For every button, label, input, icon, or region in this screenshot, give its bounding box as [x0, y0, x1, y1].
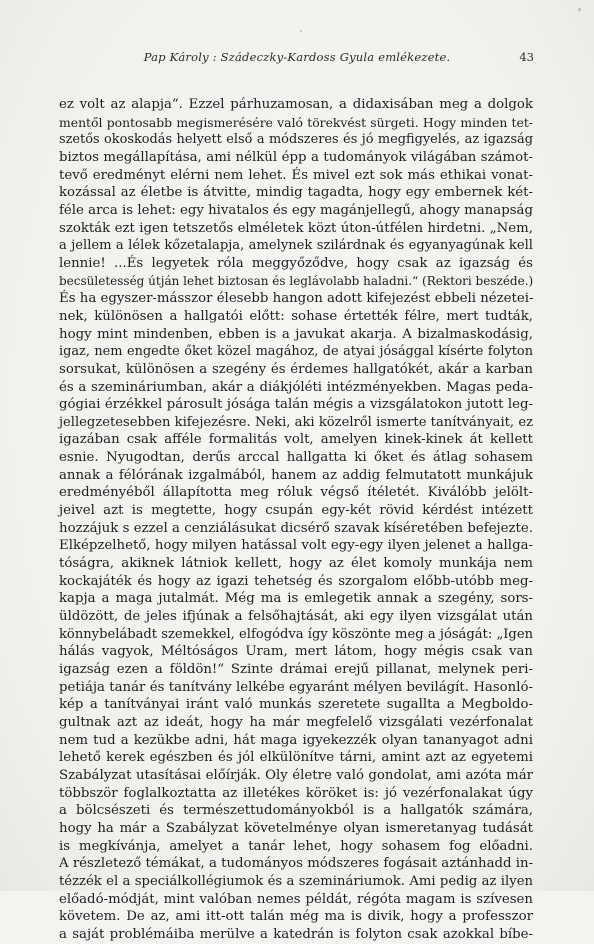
- text-line: Elképzelhető, hogy milyen hatással volt egy-egy ilyen jelenet a hallga-: [59, 538, 533, 554]
- text-line: gógiai érzékkel párosult jósága talán mégis a vizsgálatokon jutott leg-: [59, 397, 533, 413]
- running-header: [60, 50, 534, 68]
- text-line: eredményéből állapította meg róluk végső ítéletét. Kiválóbb jelölt-: [59, 485, 533, 501]
- text-line: a saját problémáiba merülve a katedrán is folyton csak azokkal bíbe-: [59, 926, 533, 942]
- text-line: tevő eredményt elérni nem lehet. És mivel ezt sok más ethikai vonat-: [59, 167, 533, 183]
- text-line: kozással az életbe is átvitte, mindig tagadta, hogy egy embernek két-: [59, 185, 533, 201]
- text-line: mentől pontosabb megismerésére való törekvést sürgeti. Hogy minden tet-: [59, 114, 533, 130]
- running-title: Pap Károly : Szádeczky-Kardoss Gyula emlékezete.: [143, 50, 451, 64]
- text-line: jellegzetesebben kifejezésre. Neki, aki közelről ismerte tanítványait, ez: [59, 414, 533, 430]
- text-line: jeivel azt is megtette, hogy csupán egy-két rövid kérdést intézett: [59, 503, 533, 519]
- text-line: esnie. Nyugodtan, derűs arccal hallgatta ki őket és átlag sohasem: [59, 450, 533, 466]
- text-line: tóságra, akiknek látniok kellett, hogy az élet komoly munkája nem: [59, 556, 533, 572]
- text-line: is megkívánja, amelyet a tanár lehet, hogy sohasem fog előadni.: [59, 838, 533, 854]
- text-line: kép a tanítványai iránt való munkás szeretete sugallta a Megboldo-: [59, 697, 533, 713]
- text-line: üldözött, de jeles ifjúnak a felsőhajtását, aki egy ilyen vizsgálat után: [59, 609, 533, 625]
- text-line: ez volt az alapja“. Ezzel párhuzamosan, a didaxisában meg a dolgok: [59, 97, 533, 112]
- page-number: 43: [519, 50, 534, 64]
- text-line: a bölcsészeti és természettudományokból is a hallgatók számára,: [59, 803, 533, 819]
- text-line: Szabályzat utasításai előírják. Oly életre való gondolat, ami azóta már: [59, 767, 533, 783]
- text-line: nem tud a kezükbe adni, hát maga igyekezzék olyan tananyagot adni: [59, 732, 533, 748]
- text-line: tézzék el a speciálkollégiumok és a szemináriumok. Ami pedig az ilyen: [59, 873, 533, 889]
- text-line: könnybelábadt szemekkel, elfogódva így köszönte meg a jóságát: „Igen: [59, 626, 533, 642]
- text-line: féle arca is lehet: egy hivatalos és egy magánjellegű, ahogy manapság: [59, 202, 533, 218]
- paper-speck: [578, 8, 581, 11]
- text-line: előadó-módját, mint valóban nemes példát, régóta magam is szívesen: [59, 891, 533, 907]
- text-line: becsületesség útján lehet biztosan és leglávolabb haladni.“ (Rektori beszéde.): [59, 273, 534, 288]
- text-line: szokták ezt igen tetszetős elméletek közt úton-útfélen hirdetni. „Nem,: [59, 220, 533, 236]
- text-line: igazság ezen a földön!“ Szinte drámai erejű pillanat, melynek peri-: [59, 662, 533, 677]
- text-line: gultnak azt az ideát, hogy ha már megfelelő vizsgálati vezérfonalat: [59, 714, 533, 730]
- text-line: kockajáték és hogy az igazi tehetség és szorgalom előbb-utóbb meg-: [59, 573, 533, 589]
- text-line: kapja a maga jutalmát. Még ma is emlegetik annak a szegény, sors-: [59, 591, 533, 607]
- text-line: szetős okoskodás helyett első a módszeres és jó megfigyelés, az igazság: [59, 132, 533, 148]
- text-line: és a szemináriumban, akár a diákjóléti intézményekben. Magas peda-: [59, 379, 533, 395]
- text-line: biztos megállapítása, ami nélkül épp a tudományok világában számot-: [59, 149, 533, 165]
- text-line: hogy mint mindenben, ebben is a javukat akarja. A bizalmaskodásig,: [59, 326, 533, 342]
- text-line: igaz, nem engedte őket közel magához, de atyai jósággal kísérte folyton: [59, 344, 533, 360]
- text-line: hálás vagyok, Méltóságos Uram, mert látom, hogy mégis csak van: [59, 644, 533, 660]
- text-line: petiája tanár és tanítvány lelkébe egyaránt mélyen bevilágít. Hasonló-: [59, 679, 533, 695]
- text-line: lehető kerek egészben és jól elkülönítve tárni, amint azt az egyetemi: [59, 750, 533, 766]
- paper-speck: [300, 30, 302, 32]
- text-line: követem. De az, ami itt-ott talán még ma is divik, hogy a professzor: [59, 909, 533, 925]
- text-line: többször foglalkoztatta az illetékes köröket is: jó vezérfonalakat úgy: [59, 785, 533, 801]
- text-line: hozzájuk s ezzel a cenziálásukat dicsérő szavak kíséretében befejezte.: [59, 520, 533, 536]
- text-line: hogy ha már a Szabályzat követelménye olyan ismeretanyag tudását: [59, 820, 533, 836]
- text-line: lennie! ...És legyetek róla meggyőződve, hogy csak az igazság és: [59, 255, 533, 271]
- text-line: a jellem a lélek kőzetalapja, amelynek szilárdnak és egyanyagúnak kell: [59, 238, 533, 254]
- text-line: nek, különösen a hallgatói előtt: sohase értették félre, mert tudták,: [59, 308, 533, 324]
- text-line: igazában csak afféle formalitás volt, amelyen kinek-kinek át kellett: [59, 432, 533, 448]
- text-line: És ha egyszer-másszor élesebb hangon adott kifejezést ebbeli nézetei-: [59, 291, 534, 307]
- text-line: A részletező témákat, a tudományos módszeres fogásait aztánhadd in-: [59, 856, 534, 872]
- text-line: sorsukat, különösen a szegény és érdemes hallgatókét, akár a karban: [59, 361, 533, 377]
- text-line: annak a félórának izgalmából, hanem az addig felmutatott munkájuk: [59, 467, 533, 483]
- body-text: [59, 96, 533, 944]
